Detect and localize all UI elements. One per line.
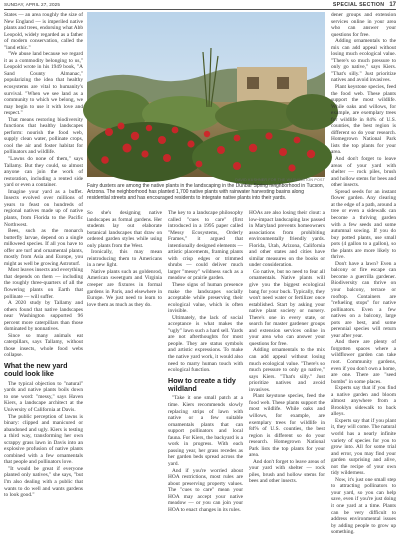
section-header — [333, 2, 396, 8]
header-rule — [4, 9, 396, 10]
paragraph: Most leaves insects and everything that depends on them — including the roughly three-quarters of all the flowering plants on Earth that pollinate — will suffer. — [4, 267, 83, 300]
paragraph: And don't forget to leave areas of your yard with shelter — rock piles, brush and hollow stems for bees and other insects. — [331, 156, 396, 189]
paragraph: Don't have a lawn? Even a balcony or fire escape can become a guerrilla gardener. Biodiversity can thrive on your balcony, terrace or rooftop. Containers are "refueling stops" for native pollinators. Even a few natives on a balcony, large pots are best, and some perennial species will return year after year. — [331, 260, 396, 339]
dateline: SUNDAY, APRIL 27, 2025 — [4, 2, 61, 7]
paragraph: That means restoring biodiversity functions that healthy landscapes perform: nourish the food web, supply clean water, pollinate crops, cool the air and foster habitat for pollinators and wildlife. — [4, 116, 83, 156]
paragraph: Ultimately, the lack of social acceptance is what makes the "ugly" lawn such a hard sell. Yards are not afterthoughts for most people. They are status symbols and artistic expressions. To make the native yard work, it would also need to marry human touch with ecological function. — [168, 314, 243, 374]
paragraph: HOAs are also losing their clout: a low-impact landscaping law passed in Maryland prevents homeowners associations from prohibiting environmentally friendly yards. Florida, Utah, Arizona, California and other states and cities have similar measures on the books or under consideration. — [249, 210, 325, 269]
paragraph: Bees, such as the monarch butterfly larvae, depend on a single milkweed species. If all you have to offer are turf and ornamental plants, mostly from Asia and Europe, you might as well be growing Astroturf. — [4, 228, 83, 267]
paragraph: Native plants such as goldenrod, American sweetgum and Virginia creeper are fixtures in formal gardens in Paris, and elsewhere in Europe. We just need to learn to love them as much as they do. — [87, 268, 162, 308]
paragraph: "We abuse land because we regard it as a commodity belonging to us," Leopold wrote in his 1949 book, "A Sand County Almanac," popularizing the idea that healthy ecosystems are vital to humanity's survival. "When we see land as a community to which we belong, we may begin to use it with love and respect." — [4, 51, 83, 117]
paragraph: A 2020 study by Tallamy and others found that native landscapes near Washington supported 96 percent more caterpillars than those dominated by nonnatives. — [4, 300, 83, 333]
paragraph: The typical objection to "natural" yards and native plants boils down to one word: "messy," says Haven Kiers, a landscape architect at the University of California at Davis. — [4, 380, 83, 413]
column-5 — [331, 12, 396, 536]
paragraph: Experts say that if you plant it, they will come. The natural world has a nearly infinite variety of species for you to grow into. All for some trial and error, you may find your garden surprising and alive, not the recipe of your own tidy wilderness. — [331, 417, 396, 477]
subhead: How to create a tidy wildland — [168, 375, 236, 394]
paragraph: The key to a landscape philosophy called "cues to care" (first introduced in a 1995 paper called "Messy Ecosystems, Orderly Frames," it argued that intentionally designed elements — artistic placements, framing plants with crisp edges or trimmed shrubs — could deliver much larger "messy" wildness such as a meadow or prairie garden. — [168, 210, 243, 282]
paragraph: Plant keystone species, feed the food web. These plants support the most wildlife. While oaks and willows, for example, are exemplary trees for wildlife in 84% of U.S. counties, the best region is different so do your research. Homegrown National Park lists the top plants for your area. — [249, 393, 325, 459]
paragraph: And don't forget to leave areas of your yard with shelter — rock piles, brush and hollow stems for bees and other insects. — [249, 458, 325, 485]
paragraph: And if you're worried about HOA restrictions, most rules are about preserving property values. The "cues to care" mean your HOA may accept your native meadow — or you can join your HOA to enact changes in its rules. — [168, 467, 243, 513]
paragraph: Imagine your yard as a buffet. Insects evolved over millions of years to feast on hundreds of regional natives made up of native plants, from Florida to the Pacific Northwest. — [4, 188, 83, 228]
section-title: SPECIAL SECTION — [332, 2, 385, 8]
garden-photo-art — [87, 12, 325, 177]
column-4 — [249, 210, 325, 485]
garden-photo — [87, 12, 325, 177]
photo-credit: DAVID KUSHNER FOR THE WASHINGTON POST — [235, 178, 325, 182]
column-3 — [168, 210, 243, 513]
paragraph: And there are plenty of forgotten spaces where a wildflower garden can take root. Community gardens, even if you don't own a home, are one. There are "seed bombs" in some places. — [331, 339, 396, 385]
paragraph: Since so many animals eat caterpillars, says Tallamy, without those insects, whole food webs collapse. — [4, 332, 83, 359]
paragraph: Spread seeds for an instant flower garden. Any clearing at the edge of a path, around a tree or even a sidewalk can become a thriving garden with a few seeds and some autumnal sowing. If you do buy potted plants, use small pots (4 gallon to a gallon), so the plants are more likely to thrive. — [331, 188, 396, 261]
subhead: What the new yard could look like — [4, 360, 68, 379]
paragraph: Go native, but no need to fear all ornamentals. Native plants will give you the biggest ecological bang for your buck. Typically, they won't need water or fertilizer once established. Start by asking your native plant society or nursery. There's one in every state, or search for master gardener groups and extension services online in your area who can answer your questions for free. — [249, 268, 325, 347]
page-number: 17 — [389, 2, 396, 8]
paragraph: "Take it one small patch at a time. Kiers recommends slowly replacing strips of lawn with native or a few suitable ornamentals plants that can support pollinators and local fauna. For Kiers, the backyard is a work in progress. With each passing year, her grass recedes as her garden beds spread across the yard. — [168, 395, 243, 467]
column-2 — [87, 210, 162, 398]
paragraph: Adding ornamentals to the mix can add appeal without losing much ecological value. "There's so much pressure to only go native," says Kiers. "That's silly." Just prioritize natives and avoid invasives. — [331, 38, 396, 84]
photo-caption: Fairy dusters are among the native plants in the landscaping in the Dunbar Spring neighborhood in Tucson, Arizona. The neighborhood has planted 1,700 native plants with rainwater harvesting basins along residential streets and has encouraged residents to integrate native plants into their yards. — [87, 183, 325, 202]
column-1 — [4, 12, 83, 499]
paragraph: Ironically, this may mean reintroducing them to Americans in a new light. — [87, 249, 162, 269]
paragraph: Now, it's just one small step to attracting pollinators to your yard, so you can help save, even if you're just doing it one yard at a time. Plants can be very difficult to address environmental issues by adding people to grow up something. — [331, 476, 396, 536]
paragraph: Plant keystone species, feed the food web. These plants support the most wildlife. While oaks and willows, for example, are exemplary trees for wildlife in 84% of U.S. counties, the best region is different so do your research. Homegrown National Park lists the top plants for your area. — [331, 84, 396, 156]
paragraph: The public perception of lawns is binary: clipped and manicured or abandoned and ugly. Kiers is testing a third way, transforming her own scrappy grass lawn in Davis into an explosive profusion of native plants combined with a few ornamentals that people and pollinators love. — [4, 413, 83, 466]
paragraph: Experts say that if you find a native garden and bloom almost anywhere from a Brooklyn sidewalk to back alleys. — [331, 385, 396, 418]
paragraph: "Lawns do none of them," says Tallamy. But they could, so almost anyone can join the work of restoration, including a rented side yard or even a container. — [4, 156, 83, 189]
paragraph: "It would be great if everyone planted only natives," she says, "but I'm also dealing with a public that wants to do well and wants gardens to look good." — [4, 465, 83, 499]
paragraph: So she's designing native landscapes as formal gardens. Her students lay out elaborate botanical landscapes that draw on ordered garden styles while using only plants from the West. — [87, 210, 162, 249]
paragraph: Adding ornamentals to the mix can add appeal without losing much ecological value. "There's so much pressure to only go native," says Kiers. "That's silly." Just prioritize natives and avoid invasives. — [249, 347, 325, 393]
paragraph: dener groups and extension services online in your area who can answer your questions for free. — [331, 12, 396, 38]
paragraph: These signs of human presence make the landscapes socially acceptable while preserving their ecological value, which is often invisible. — [168, 282, 243, 315]
paragraph: States — an area roughly the size of New England — is imperiled native plants and trees, endorsing what Abb Leopold, widely regarded as a father of modern conservation, called the "land ethic." — [4, 12, 83, 51]
